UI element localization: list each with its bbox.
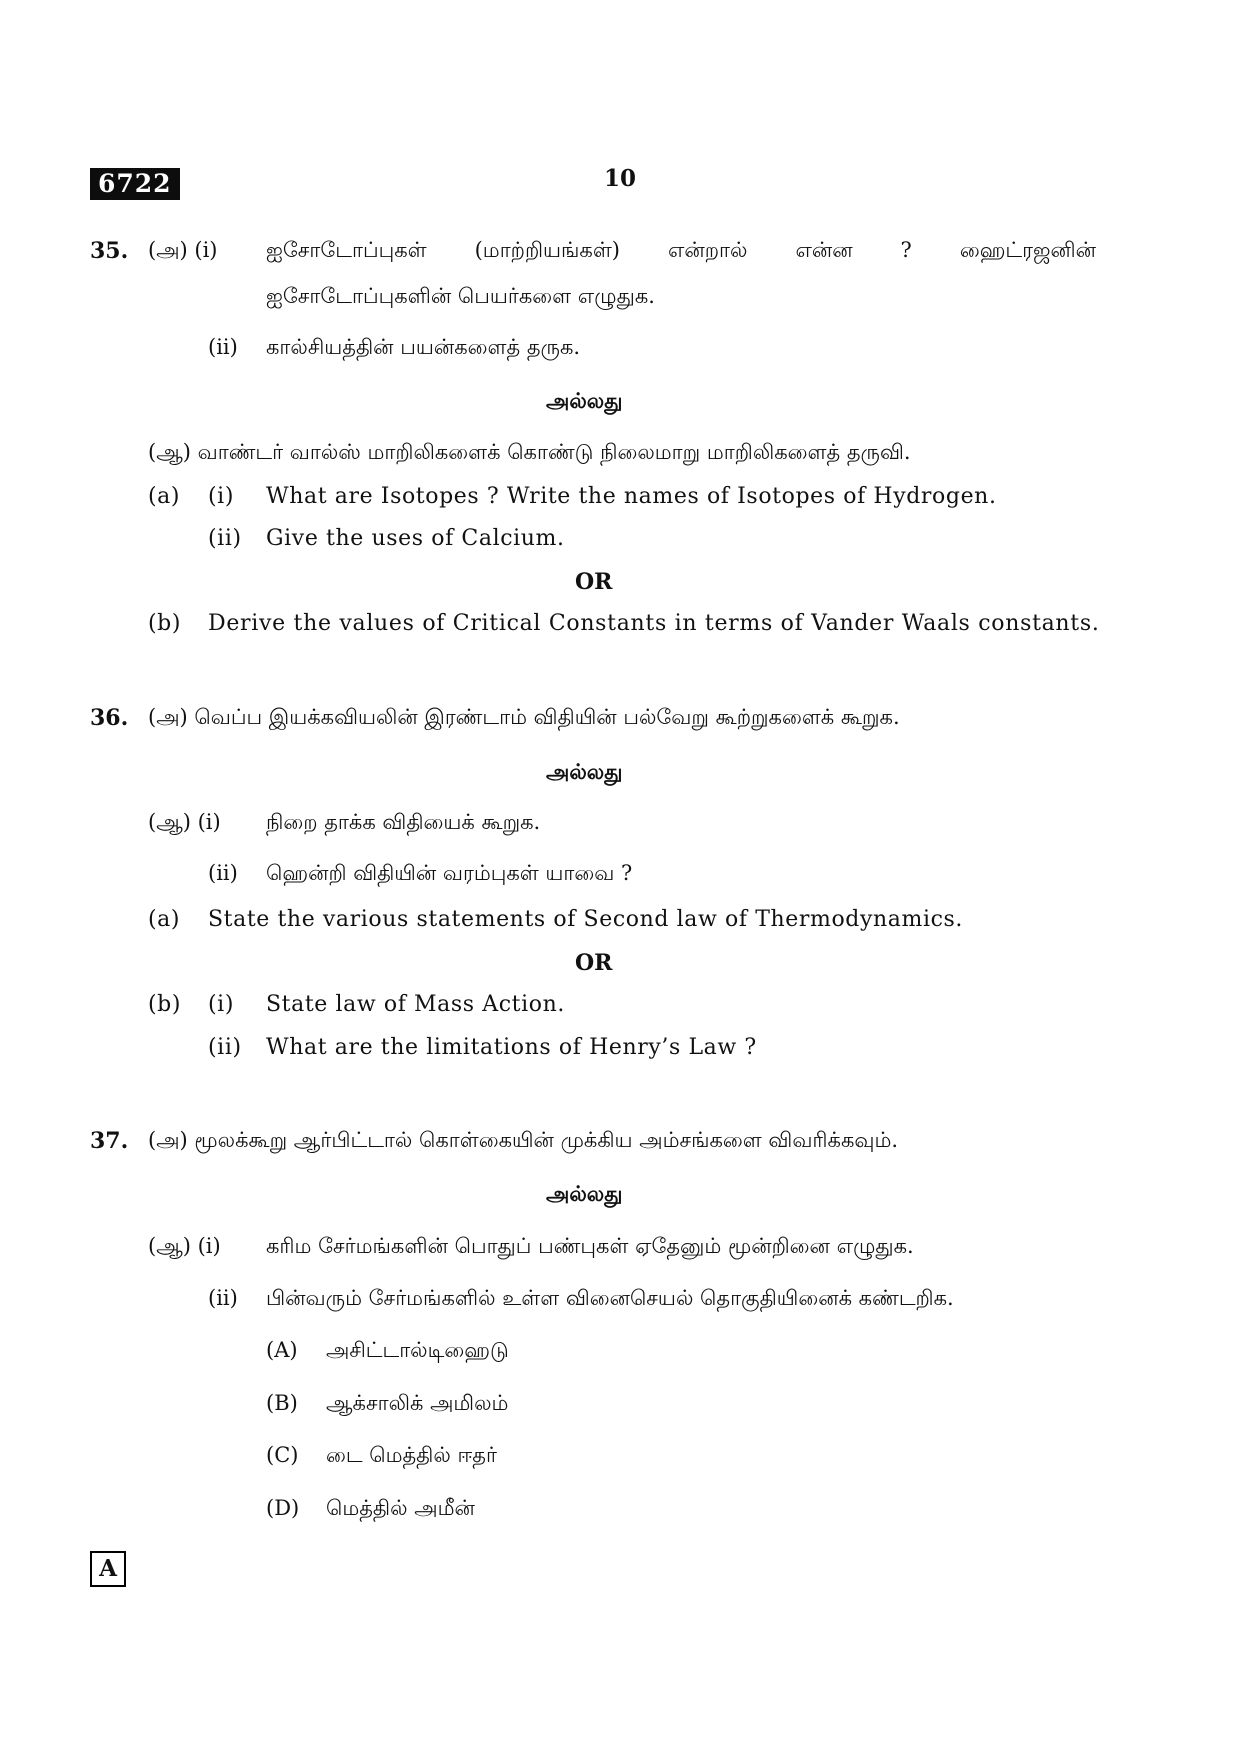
q36-or-english: OR xyxy=(575,950,613,976)
option-text: டை மெத்தில் ஈதர் xyxy=(326,1443,497,1467)
q35-a-ii-tamil: கால்சியத்தின் பயன்களைத் தருக. xyxy=(266,335,581,359)
page-number: 10 xyxy=(604,165,637,192)
q35-b-tamil: (ஆ) வாண்டர் வால்ஸ் மாறிலிகளைக் கொண்டு நிலைமாறு மாறிலிகளைத் தருவி. xyxy=(148,440,911,464)
q35-b-en-marker: (b) xyxy=(148,611,182,636)
option-text: அசிட்டால்டிஹைடு xyxy=(326,1338,509,1362)
q35-a-i-tamil-line1: ஐசோடோப்புகள் (மாற்றியங்கள்) என்றால் என்ன ? ஹைட்ரஜனின் xyxy=(266,238,1096,262)
q35-ii-en-marker: (ii) xyxy=(208,526,242,551)
q36-a-tamil: (அ) வெப்ப இயக்கவியலின் இரண்டாம் விதியின் பல்வேறு கூற்றுகளைக் கூறுக. xyxy=(148,705,900,729)
q37-b-marker: (ஆ) (i) xyxy=(148,1234,221,1258)
q37-b-i-tamil: கரிம சேர்மங்களின் பொதுப் பண்புகள் ஏதேனும் மூன்றினை எழுதுக. xyxy=(266,1234,914,1258)
question-number-37: 37. xyxy=(90,1128,129,1154)
q35-b-english: Derive the values of Critical Constants in terms of Vander Waals constants. xyxy=(208,611,1100,636)
question-number-35: 35. xyxy=(90,238,129,264)
q36-i-en-marker: (i) xyxy=(208,992,235,1017)
q36-b-ii-marker: (ii) xyxy=(208,861,238,885)
q35-a-i-tamil-line2: ஐசோடோப்புகளின் பெயர்களை எழுதுக. xyxy=(266,284,655,308)
option-label: (B) xyxy=(266,1391,298,1415)
paper-code: 6722 xyxy=(90,168,180,200)
q35-or-english: OR xyxy=(575,569,613,595)
option-text: ஆக்சாலிக் அமிலம் xyxy=(326,1391,509,1415)
option-label: (D) xyxy=(266,1496,300,1520)
q36-a-en-marker: (a) xyxy=(148,907,181,932)
q37-a-tamil: (அ) மூலக்கூறு ஆர்பிட்டால் கொள்கையின் முக்கிய அம்சங்களை விவரிக்கவும். xyxy=(148,1128,899,1152)
q37-b-ii-marker: (ii) xyxy=(208,1286,238,1310)
q35-a-i-english: What are Isotopes ? Write the names of Isotopes of Hydrogen. xyxy=(266,484,997,509)
q36-b-i-tamil: நிறை தாக்க விதியைக் கூறுக. xyxy=(266,810,541,834)
q36-b-i-english: State law of Mass Action. xyxy=(266,992,565,1017)
q35-a-en-marker: (a) xyxy=(148,484,181,509)
q37-b-ii-tamil: பின்வரும் சேர்மங்களில் உள்ள வினைசெயல் தொகுதியினைக் கண்டறிக. xyxy=(266,1286,954,1310)
q36-a-english: State the various statements of Second law of Thermodynamics. xyxy=(208,907,964,932)
q36-or-tamil: அல்லது xyxy=(546,759,623,784)
q36-b-ii-english: What are the limitations of Henry’s Law ? xyxy=(266,1035,757,1060)
q35-or-tamil: அல்லது xyxy=(546,388,623,413)
option-label: (A) xyxy=(266,1338,298,1362)
q36-b-ii-tamil: ஹென்றி விதியின் வரம்புகள் யாவை ? xyxy=(266,861,633,885)
option-label: (C) xyxy=(266,1443,299,1467)
q37-or-tamil: அல்லது xyxy=(546,1181,623,1206)
q36-b-marker: (ஆ) (i) xyxy=(148,810,221,834)
q36-b-en-marker: (b) xyxy=(148,992,182,1017)
q36-ii-en-marker: (ii) xyxy=(208,1035,242,1060)
option-text: மெத்தில் அமீன் xyxy=(326,1496,475,1520)
q35-a-ii-marker: (ii) xyxy=(208,335,238,359)
series-box: A xyxy=(90,1551,126,1587)
question-number-36: 36. xyxy=(90,705,129,731)
q35-a-marker: (அ) (i) xyxy=(148,238,218,262)
q35-a-ii-english: Give the uses of Calcium. xyxy=(266,526,565,551)
q35-i-en-marker: (i) xyxy=(208,484,235,509)
